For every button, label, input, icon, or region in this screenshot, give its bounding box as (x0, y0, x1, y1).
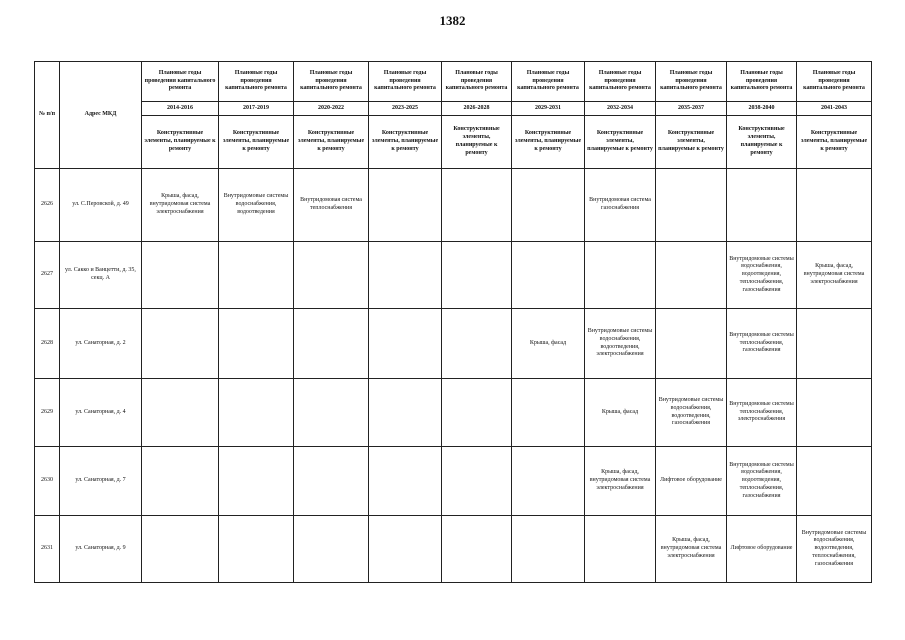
table-row (35, 242, 872, 309)
period-header: 2035-2037 (656, 102, 727, 116)
row-number: 2630 (35, 447, 60, 516)
repair-cell: Лифтовое оборудование (727, 516, 797, 583)
repair-cell (585, 242, 656, 309)
repair-cell (656, 309, 727, 379)
repair-cell (219, 447, 294, 516)
header-plan-years: Плановые годы проведения капитального ремонта (369, 62, 442, 102)
period-header: 2014-2016 (142, 102, 219, 116)
repair-cell: Крыша, фасад (512, 309, 585, 379)
header-elements: Конструктивные элементы, планируемые к ремонту (656, 116, 727, 169)
repair-cell (294, 379, 369, 447)
repair-cell (512, 242, 585, 309)
row-address: ул. С.Перовской, д. 49 (60, 169, 142, 242)
period-header: 2020-2022 (294, 102, 369, 116)
header-elements: Конструктивные элементы, планируемые к ремонту (142, 116, 219, 169)
table-row (35, 379, 872, 447)
repair-cell (369, 447, 442, 516)
row-number: 2626 (35, 169, 60, 242)
capital-repair-plan-table (34, 61, 872, 583)
repair-cell (294, 516, 369, 583)
repair-cell (369, 242, 442, 309)
repair-cell (142, 516, 219, 583)
repair-cell (369, 379, 442, 447)
period-header: 2017-2019 (219, 102, 294, 116)
repair-cell (219, 516, 294, 583)
header-elements: Конструктивные элементы, планируемые к ремонту (585, 116, 656, 169)
repair-cell (294, 309, 369, 379)
repair-cell: Крыша, фасад (585, 379, 656, 447)
repair-cell (142, 447, 219, 516)
header-elements: Конструктивные элементы, планируемые к ремонту (442, 116, 512, 169)
repair-cell (797, 379, 872, 447)
table-row (35, 309, 872, 379)
repair-cell (512, 169, 585, 242)
repair-cell: Крыша, фасад, внутридомовая система электроснабжения (797, 242, 872, 309)
repair-cell (797, 169, 872, 242)
repair-cell (585, 516, 656, 583)
repair-cell (797, 447, 872, 516)
period-header: 2026-2028 (442, 102, 512, 116)
period-header: 2029-2031 (512, 102, 585, 116)
repair-cell: Крыша, фасад, внутридомовая система электроснабжения (585, 447, 656, 516)
repair-cell: Внутридомовая система газоснабжения (585, 169, 656, 242)
repair-cell: Внутридомовые системы водоснабжения, водоотведения, электроснабжения (585, 309, 656, 379)
row-address: ул. Санаторная, д. 4 (60, 379, 142, 447)
header-elements: Конструктивные элементы, планируемые к ремонту (294, 116, 369, 169)
repair-cell (142, 379, 219, 447)
header-elements: Конструктивные элементы, планируемые к ремонту (727, 116, 797, 169)
repair-cell (142, 242, 219, 309)
repair-cell (369, 516, 442, 583)
repair-cell (512, 447, 585, 516)
row-address: ул. Санаторная, д. 2 (60, 309, 142, 379)
header-plan-years: Плановые годы проведения капитального ремонта (219, 62, 294, 102)
period-header: 2023-2025 (369, 102, 442, 116)
row-number: 2631 (35, 516, 60, 583)
repair-cell (219, 242, 294, 309)
repair-cell (656, 169, 727, 242)
header-plan-years: Плановые годы проведения капитального ремонта (294, 62, 369, 102)
header-plan-years: Плановые годы проведения капитального ремонта (656, 62, 727, 102)
header-row-periods (35, 102, 872, 116)
repair-cell (142, 309, 219, 379)
header-elements: Конструктивные элементы, планируемые к ремонту (219, 116, 294, 169)
repair-cell: Внутридомовые системы водоснабжения, водоотведения, газоснабжения (656, 379, 727, 447)
repair-cell (442, 447, 512, 516)
repair-cell: Внутридомовые системы теплоснабжения, электроснабжения (727, 379, 797, 447)
header-elements: Конструктивные элементы, планируемые к ремонту (797, 116, 872, 169)
header-elements: Конструктивные элементы, планируемые к ремонту (369, 116, 442, 169)
repair-cell (512, 516, 585, 583)
repair-cell (369, 169, 442, 242)
repair-cell (294, 242, 369, 309)
repair-cell (442, 516, 512, 583)
period-header: 2041-2043 (797, 102, 872, 116)
repair-cell: Лифтовое оборудование (656, 447, 727, 516)
period-header: 2038-2040 (727, 102, 797, 116)
row-address: ул. Сакко и Ванцетти, д. 35, секц. А (60, 242, 142, 309)
header-address: Адрес МКД (60, 62, 142, 169)
table-row (35, 447, 872, 516)
repair-cell (442, 242, 512, 309)
header-plan-years: Плановые годы проведения капитального ремонта (512, 62, 585, 102)
repair-cell (219, 309, 294, 379)
header-plan-years: Плановые годы проведения капитального ремонта (142, 62, 219, 102)
row-number: 2629 (35, 379, 60, 447)
header-plan-years: Плановые годы проведения капитального ремонта (727, 62, 797, 102)
header-plan-years: Плановые годы проведения капитального ремонта (797, 62, 872, 102)
repair-cell (369, 309, 442, 379)
header-row-elements (35, 116, 872, 169)
repair-cell: Внутридомовые системы водоснабжения, водоотведения, теплоснабжения, газоснабжения (727, 447, 797, 516)
row-number: 2628 (35, 309, 60, 379)
header-row-plan-years (35, 62, 872, 102)
repair-cell (442, 169, 512, 242)
repair-cell: Внутридомовые системы водоснабжения, водоотведения, теплоснабжения, газоснабжения (797, 516, 872, 583)
repair-cell (656, 242, 727, 309)
repair-cell (442, 309, 512, 379)
repair-cell (797, 309, 872, 379)
repair-cell: Внутридомовая система теплоснабжения (294, 169, 369, 242)
repair-cell: Крыша, фасад, внутридомовая система электроснабжения (656, 516, 727, 583)
row-address: ул. Санаторная, д. 9 (60, 516, 142, 583)
header-num: № п/п (35, 62, 60, 169)
row-number: 2627 (35, 242, 60, 309)
page-number: 1382 (439, 13, 466, 28)
header-plan-years: Плановые годы проведения капитального ремонта (585, 62, 656, 102)
row-address: ул. Санаторная, д. 7 (60, 447, 142, 516)
repair-cell (512, 379, 585, 447)
repair-cell (219, 379, 294, 447)
header-plan-years: Плановые годы проведения капитального ремонта (442, 62, 512, 102)
repair-cell: Крыша, фасад, внутридомовая система электроснабжения (142, 169, 219, 242)
repair-cell: Внутридомовые системы водоснабжения, водоотведения, теплоснабжения, газоснабжения (727, 242, 797, 309)
table-row (35, 169, 872, 242)
header-elements: Конструктивные элементы, планируемые к ремонту (512, 116, 585, 169)
repair-cell (294, 447, 369, 516)
repair-cell (442, 379, 512, 447)
repair-cell: Внутридомовые системы теплоснабжения, газоснабжения (727, 309, 797, 379)
repair-cell (727, 169, 797, 242)
period-header: 2032-2034 (585, 102, 656, 116)
repair-cell: Внутридомовые системы водоснабжения, водоотведения (219, 169, 294, 242)
table-row (35, 516, 872, 583)
